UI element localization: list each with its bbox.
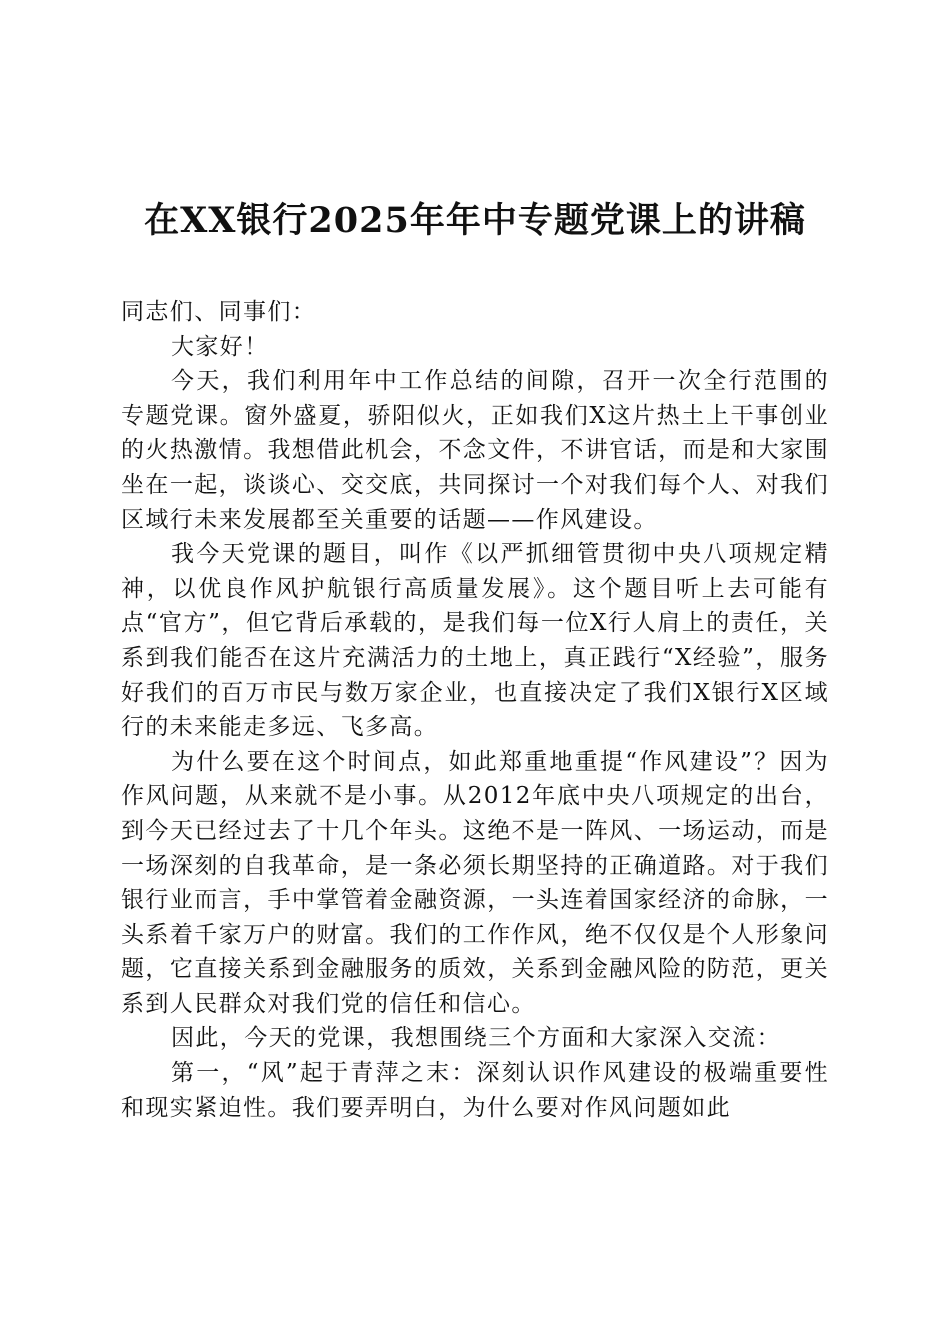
paragraph-first-point: 第一，“风”起于青萍之末：深刻认识作风建设的极端重要性和现实紧迫性。我们要弄明白，为什么要对作风问题如此	[121, 1060, 829, 1121]
salutation: 同志们、同事们：	[121, 299, 317, 325]
document-title: 在XX银行2025年年中专题党课上的讲稿	[144, 200, 806, 241]
paragraph-topic: 我今天党课的题目，叫作《以严抓细管贯彻中央八项规定精神，以优良作风护航银行高质量发展》。这个题目听上去可能有点“官方”，但它背后承载的，是我们每一位X行人肩上的责任，关系到我们能否在这片充满活力的土地上，真正践行“X经验”，服务好我们的百万市民与数万家企业，也直接决定了我们X银行X区域行的未来能走多远、飞多高。	[121, 541, 829, 741]
paragraph-reason: 为什么要在这个时间点，如此郑重地重提“作风建设”？因为作风问题，从来就不是小事。从2012年底中央八项规定的出台，到今天已经过去了十几个年头。这绝不是一阵风、一场运动，而是一场深刻的自我革命，是一条必须长期坚持的正确道路。对于我们银行业而言，手中掌管着金融资源，一头连着国家经济的命脉，一头系着千家万户的财富。我们的工作作风，绝不仅仅是个人形象问题，它直接关系到金融服务的质效，关系到金融风险的防范，更关系到人民群众对我们党的信任和信心。	[121, 748, 829, 1017]
paragraph-intro: 今天，我们利用年中工作总结的间隙，召开一次全行范围的专题党课。窗外盛夏，骄阳似火，正如我们X这片热土上干事创业的火热激情。我想借此机会，不念文件，不讲官话，而是和大家围坐在一起，谈谈心、交交底，共同探讨一个对我们每个人、对我们区域行未来发展都至关重要的话题——作风建设。	[121, 368, 829, 533]
document-body	[121, 295, 829, 1125]
paragraph-greeting: 大家好！	[171, 333, 269, 360]
paragraph-outline: 因此，今天的党课，我想围绕三个方面和大家深入交流：	[171, 1025, 781, 1052]
